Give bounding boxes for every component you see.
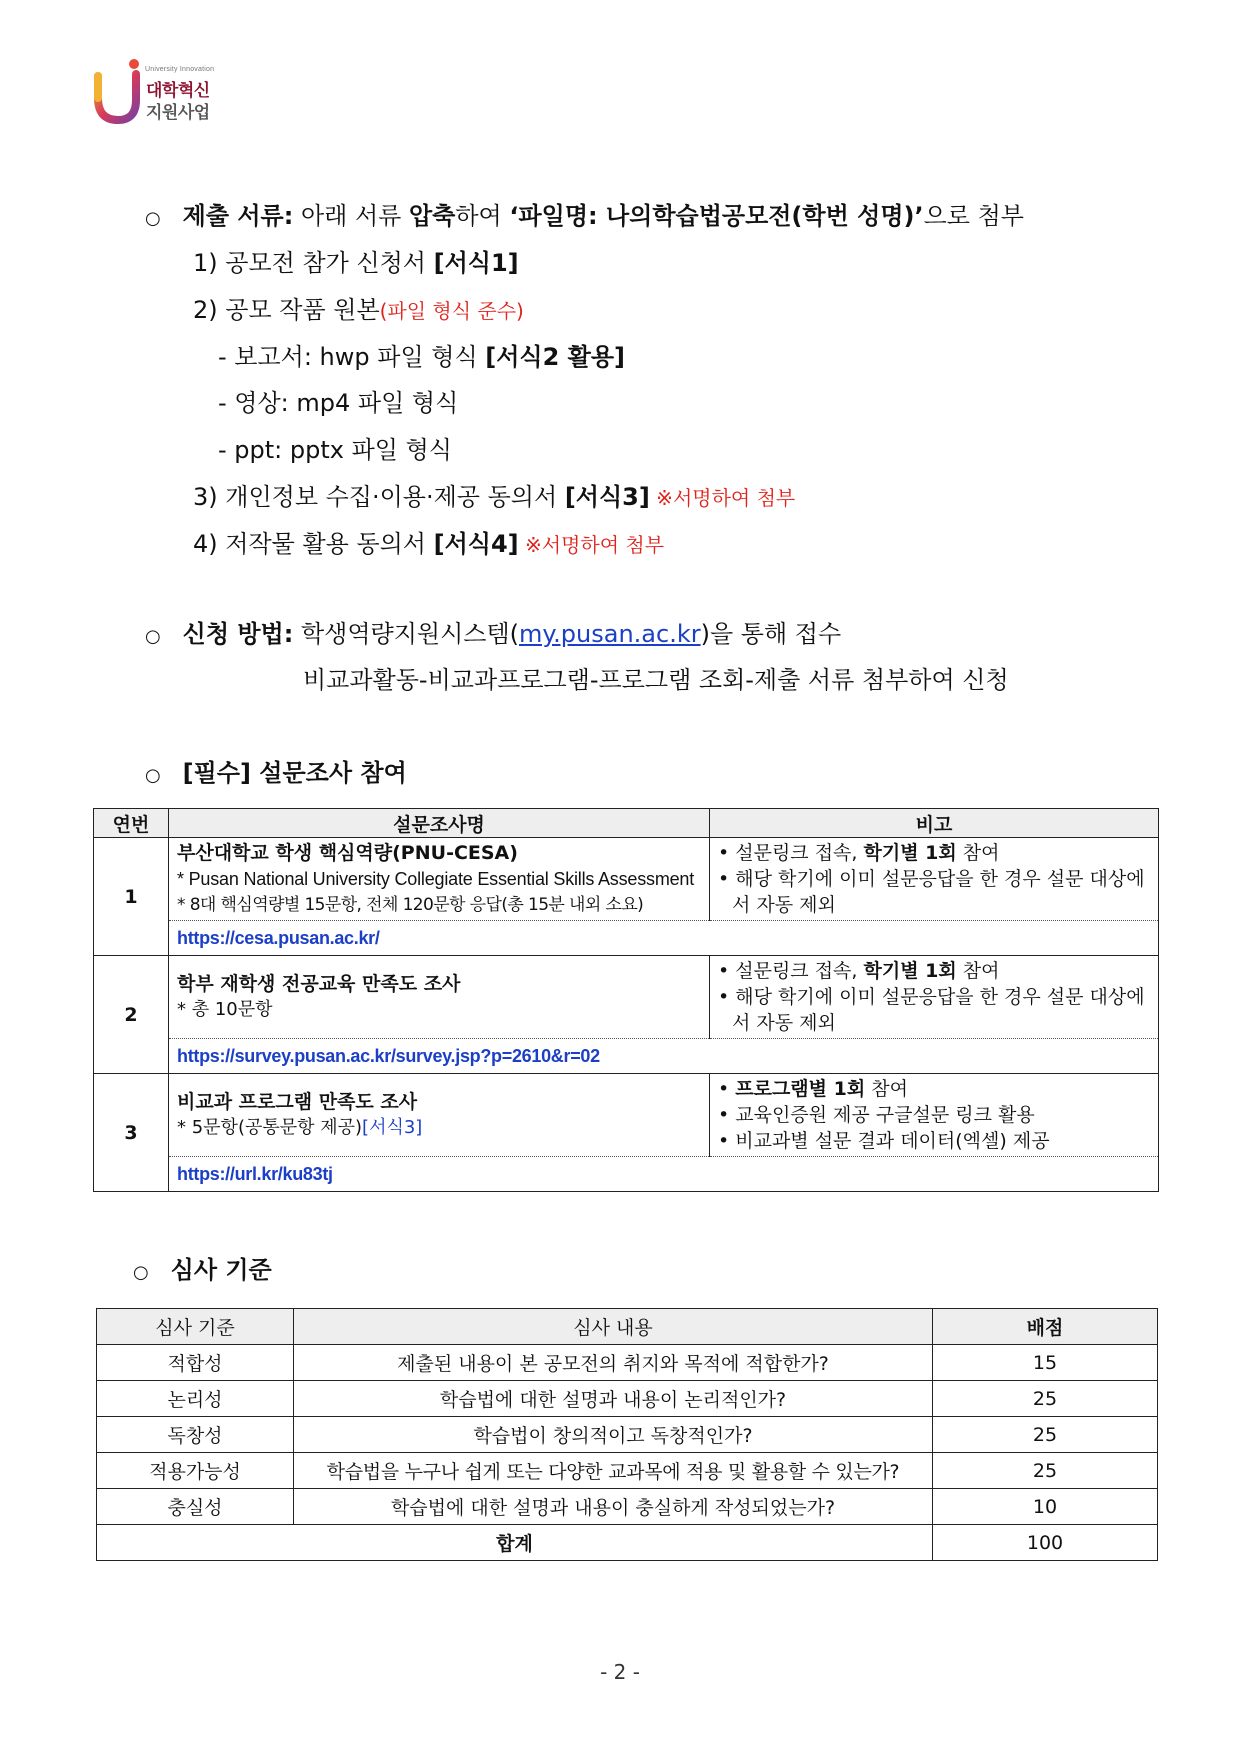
submit-item-4-text: 4) 저작물 활용 동의서 [193, 530, 434, 558]
row-index: 1 [94, 838, 169, 956]
criteria-name: 독창성 [97, 1417, 294, 1453]
criteria-heading-text: 심사 기준 [170, 1256, 272, 1284]
survey-name: 학부 재학생 전공교육 만족도 조사 [177, 973, 461, 995]
survey-heading [145, 753, 407, 788]
apply-path: 비교과활동-비교과프로그램-프로그램 조회-제출 서류 첨부하여 신청 [303, 666, 1009, 694]
circle-bullet-icon: ○ [145, 765, 161, 786]
header-content: 심사 내용 [294, 1309, 933, 1345]
submit-item-3 [193, 477, 795, 512]
note-line-2: • 교육인증원 제공 구글설문 링크 활용 [718, 1104, 1035, 1126]
criteria-score: 10 [933, 1489, 1158, 1525]
total-score: 100 [933, 1525, 1158, 1561]
survey-desc-2: * 8대 핵심역량별 15문항, 전체 120문항 응답(총 15분 내외 소요) [177, 895, 644, 915]
table-row [97, 1345, 1158, 1381]
apply-text-1: 학생역량지원시스템( [293, 620, 519, 648]
submit-item-4 [193, 524, 664, 559]
program-logo [92, 58, 232, 130]
table-row [97, 1489, 1158, 1525]
header-criteria: 심사 기준 [97, 1309, 294, 1345]
table-row [94, 1074, 1159, 1157]
submit-item-1-text: 1) 공모전 참가 신청서 [193, 249, 434, 277]
criteria-name: 적용가능성 [97, 1453, 294, 1489]
survey-name-cell [169, 1074, 710, 1157]
criteria-desc: 학습법에 대한 설명과 내용이 충실하게 작성되었는가? [294, 1489, 933, 1525]
criteria-desc: 학습법이 창의적이고 독창적인가? [294, 1417, 933, 1453]
criteria-desc: 학습법을 누구나 쉽게 또는 다양한 교과목에 적용 및 활용할 수 있는가? [294, 1453, 933, 1489]
survey-name-cell [169, 838, 710, 921]
header-survey-name: 설문조사명 [169, 809, 710, 838]
criteria-desc: 학습법에 대한 설명과 내용이 논리적인가? [294, 1381, 933, 1417]
criteria-score: 25 [933, 1453, 1158, 1489]
submit-sub-1-text: - 보고서: hwp 파일 형식 [218, 343, 486, 371]
table-header-row [94, 809, 1159, 838]
submit-item-3-text: 3) 개인정보 수집·이용·제공 동의서 [193, 483, 565, 511]
table-row [97, 1381, 1158, 1417]
criteria-table [96, 1308, 1158, 1561]
table-row-url [94, 1039, 1159, 1074]
criteria-score: 25 [933, 1417, 1158, 1453]
note-line-1: • 설문링크 접속, 학기별 1회 참여 [718, 960, 1000, 982]
survey-desc-1: * 5문항(공통문항 제공)[서식3] [177, 1117, 423, 1138]
submit-text-3: 으로 첨부 [923, 202, 1024, 230]
logo-tagline: University Innovation [145, 66, 215, 73]
table-total-row [97, 1525, 1158, 1561]
table-row [97, 1417, 1158, 1453]
submit-item-4-form: [서식4] [433, 530, 519, 558]
survey-form-ref: [서식3] [362, 1117, 423, 1138]
submit-item-1-form: [서식1] [433, 249, 519, 277]
submit-sub-3: - ppt: pptx 파일 형식 [218, 436, 452, 464]
survey-desc-1: * 총 10문항 [177, 999, 273, 1020]
apply-heading [145, 614, 841, 649]
survey-name-cell [169, 956, 710, 1039]
row-index: 2 [94, 956, 169, 1074]
criteria-score: 15 [933, 1345, 1158, 1381]
apply-label: 신청 방법: [182, 620, 294, 648]
submit-item-3-form: [서식3] [564, 483, 650, 511]
table-row [94, 956, 1159, 1039]
submit-bold-1: 압축 [408, 202, 456, 230]
survey-link[interactable]: https://url.kr/ku83tj [169, 1157, 1159, 1192]
submit-item-4-note: ※서명하여 첨부 [518, 533, 665, 557]
submit-item-1 [193, 243, 519, 278]
criteria-score: 25 [933, 1381, 1158, 1417]
logo-line-2: 지원사업 [146, 103, 210, 123]
submit-heading [145, 196, 1024, 231]
survey-name: 부산대학교 학생 핵심역량(PNU-CESA) [177, 842, 518, 864]
survey-note-cell [710, 838, 1159, 921]
submit-sub-1-form: [서식2 활용] [485, 343, 625, 371]
survey-table [93, 808, 1159, 1192]
criteria-desc: 제출된 내용이 본 공모전의 취지와 목적에 적합한가? [294, 1345, 933, 1381]
survey-link[interactable]: https://survey.pusan.ac.kr/survey.jsp?p=2610&r=02 [169, 1039, 1159, 1074]
criteria-name: 논리성 [97, 1381, 294, 1417]
criteria-name: 적합성 [97, 1345, 294, 1381]
table-row-url [94, 1157, 1159, 1192]
circle-bullet-icon: ○ [145, 626, 161, 647]
note-line-3: • 비교과별 설문 결과 데이터(엑셀) 제공 [718, 1130, 1050, 1152]
submit-item-2-note: (파일 형식 준수) [379, 299, 524, 323]
submit-filename: ‘파일명: 나의학습법공모전(학번 성명)’ [509, 202, 924, 230]
survey-note-cell [710, 1074, 1159, 1157]
submit-item-3-note: ※서명하여 첨부 [649, 486, 796, 510]
submit-label: 제출 서류: [182, 202, 294, 230]
note-line-2: • 해당 학기에 이미 설문응답을 한 경우 설문 대상에서 자동 제외 [718, 986, 1145, 1034]
row-index: 3 [94, 1074, 169, 1192]
survey-note-cell [710, 956, 1159, 1039]
criteria-name: 충실성 [97, 1489, 294, 1525]
table-header-row [97, 1309, 1158, 1345]
note-line-2: • 해당 학기에 이미 설문응답을 한 경우 설문 대상에서 자동 제외 [718, 868, 1145, 916]
total-label: 합계 [97, 1525, 933, 1561]
submit-text-1: 아래 서류 [293, 202, 409, 230]
survey-desc-1: * Pusan National University Collegiate Essential Skills Assessment [177, 869, 695, 889]
submit-text-2: 하여 [455, 202, 510, 230]
header-note: 비고 [710, 809, 1159, 838]
logo-line-1: 대학혁신 [146, 81, 210, 101]
table-row [97, 1453, 1158, 1489]
submit-item-2-text: 2) 공모 작품 원본 [193, 296, 380, 324]
circle-bullet-icon: ○ [133, 1262, 149, 1283]
note-line-1: • 프로그램별 1회 참여 [718, 1078, 908, 1100]
submit-item-2 [193, 290, 524, 325]
circle-bullet-icon: ○ [145, 208, 161, 229]
survey-heading-text: [필수] 설문조사 참여 [182, 759, 407, 787]
apply-text-2: )을 통해 접수 [700, 620, 842, 648]
survey-link[interactable]: https://cesa.pusan.ac.kr/ [169, 921, 1159, 956]
page-number: - 2 - [600, 1660, 640, 1684]
logo-mark-icon [92, 58, 146, 128]
criteria-heading [133, 1250, 272, 1285]
header-score: 배점 [933, 1309, 1158, 1345]
apply-system-link[interactable]: my.pusan.ac.kr [519, 620, 701, 648]
table-row [94, 838, 1159, 921]
header-index: 연번 [94, 809, 169, 838]
survey-name: 비교과 프로그램 만족도 조사 [177, 1091, 418, 1113]
table-row-url [94, 921, 1159, 956]
note-line-1: • 설문링크 접속, 학기별 1회 참여 [718, 842, 1000, 864]
submit-sub-2: - 영상: mp4 파일 형식 [218, 389, 459, 417]
submit-sub-1 [218, 337, 625, 372]
